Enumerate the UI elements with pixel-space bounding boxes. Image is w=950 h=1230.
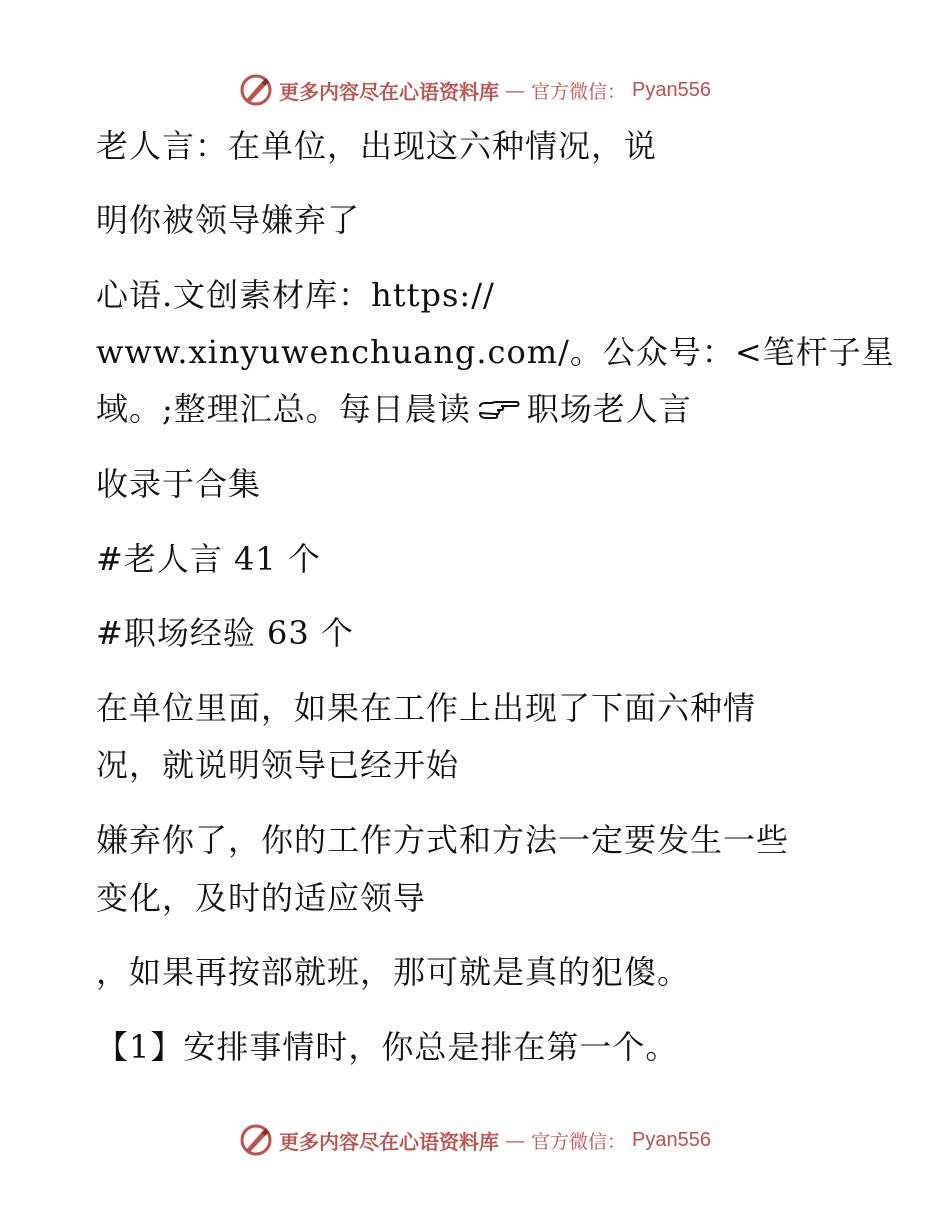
header-banner [0, 70, 950, 110]
footer-banner-wechat-id: Pyan556 [632, 1128, 711, 1151]
paragraph-1-line-1: 在单位里面，如果在工作上出现了下面六种情 [96, 689, 757, 727]
paragraph-3-line-1: ，如果再按部就班，那可就是真的犯傻。 [96, 953, 691, 991]
footer-banner-separator: — [505, 1128, 525, 1152]
tag-workplace-experience: #职场经验 63 个 [96, 614, 354, 652]
paragraph-2-line-1: 嫌弃你了，你的工作方式和方法一定要发生一些 [96, 821, 790, 859]
footer-banner-text: 更多内容尽在心语资料库 [279, 1129, 499, 1154]
banner-separator: — [505, 78, 525, 102]
paragraph-2-line-2: 变化，及时的适应领导 [96, 879, 427, 917]
pen-logo-icon [239, 73, 273, 107]
footer-banner-inner [239, 1123, 711, 1157]
source-line-1: 心语.文创素材库：https:// [96, 276, 495, 314]
title-line-2: 明你被领导嫌弃了 [96, 201, 361, 239]
paragraph-1-line-2: 况，就说明领导已经开始 [96, 746, 460, 784]
pointing-hand-icon [477, 399, 521, 425]
source-line-2: www.xinyuwenchuang.com/。公众号：<笔杆子星 [96, 333, 895, 371]
footer-banner-wechat-label: 官方微信： [531, 1130, 627, 1153]
banner-inner [239, 73, 711, 107]
source-line-3-text: 域。;整理汇总。每日晨读 [96, 390, 471, 428]
collection-label: 收录于合集 [96, 465, 262, 503]
banner-wechat-id: Pyan556 [632, 78, 711, 101]
source-line-3-tail: 职场老人言 [526, 390, 692, 428]
source-line-3 [96, 389, 692, 429]
title-line-1: 老人言：在单位，出现这六种情况，说 [96, 127, 658, 165]
banner-wechat-label: 官方微信： [531, 80, 627, 103]
pen-logo-icon [239, 1123, 273, 1157]
banner-text: 更多内容尽在心语资料库 [279, 79, 499, 104]
point-1-heading: 【1】安排事情时，你总是排在第一个。 [96, 1028, 679, 1066]
footer-banner [0, 1120, 950, 1160]
tag-old-sayings: #老人言 41 个 [96, 540, 321, 578]
